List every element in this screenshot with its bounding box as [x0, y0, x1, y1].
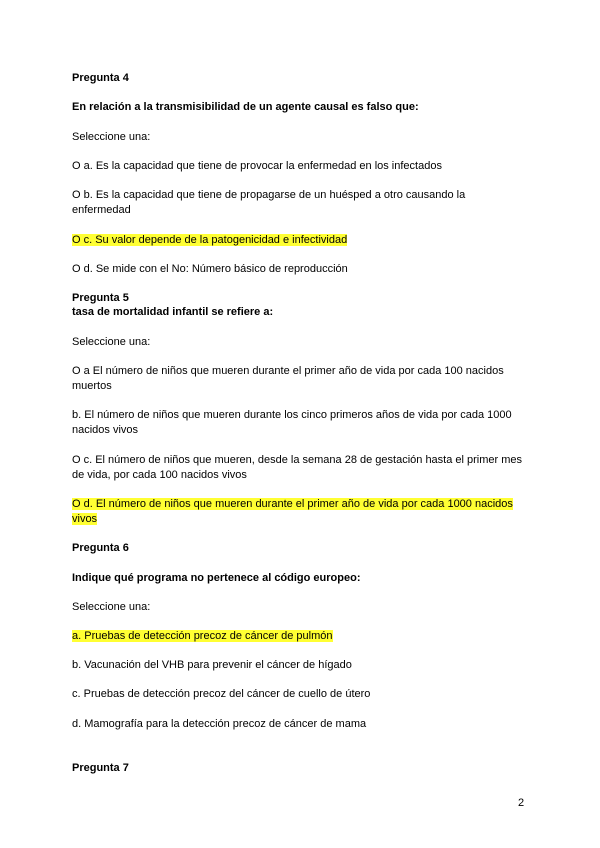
q4-option-d: O d. Se mide con el No: Número básico de reproducción [72, 263, 348, 275]
q4-prompt: Seleccione una: [72, 131, 151, 143]
q5-option-d-line1-highlighted: O d. El número de niños que mueren durante el primer año de vida por cada 1000 nacidos [72, 498, 513, 510]
q4-option-b-line2: enfermedad [72, 204, 131, 216]
q6-option-b: b. Vacunación del VHB para prevenir el cáncer de hígado [72, 659, 352, 671]
q6-heading: Pregunta 6 [72, 542, 129, 554]
q4-option-b-line1: O b. Es la capacidad que tiene de propagarse de un huésped a otro causando la [72, 189, 466, 201]
q6-option-a-highlighted: a. Pruebas de detección precoz de cáncer de pulmón [72, 630, 333, 642]
q4-question: En relación a la transmisibilidad de un agente causal es falso que: [72, 101, 419, 113]
page-number: 2 [518, 797, 525, 809]
q5-option-c-line2: de vida, por cada 100 nacidos vivos [72, 469, 247, 481]
q6-prompt: Seleccione una: [72, 601, 151, 613]
q4-option-c-highlighted: O c. Su valor depende de la patogenicidad e infectividad [72, 234, 348, 246]
q5-option-a-line1: O a El número de niños que mueren durante el primer año de vida por cada 100 nacidos [72, 365, 504, 377]
q7-heading: Pregunta 7 [72, 762, 129, 774]
q5-option-a-line2: muertos [72, 380, 112, 392]
q5-option-d-line2-highlighted: vivos [72, 513, 98, 525]
q4-heading: Pregunta 4 [72, 72, 129, 84]
q5-prompt: Seleccione una: [72, 336, 151, 348]
q5-option-b-line2: nacidos vivos [72, 424, 139, 436]
q5-option-b-line1: b. El número de niños que mueren durante los cinco primeros años de vida por cada 1000 [72, 409, 512, 421]
q6-option-c: c. Pruebas de detección precoz del cáncer de cuello de útero [72, 688, 371, 700]
q5-heading: Pregunta 5 [72, 292, 129, 304]
q6-question: Indique qué programa no pertenece al código europeo: [72, 572, 361, 584]
q5-option-c-line1: O c. El número de niños que mueren, desde la semana 28 de gestación hasta el primer mes [72, 454, 523, 466]
q4-option-a: O a. Es la capacidad que tiene de provocar la enfermedad en los infectados [72, 160, 442, 172]
q5-question: tasa de mortalidad infantil se refiere a: [72, 306, 274, 318]
q6-option-d: d. Mamografía para la detección precoz de cáncer de mama [72, 718, 367, 730]
